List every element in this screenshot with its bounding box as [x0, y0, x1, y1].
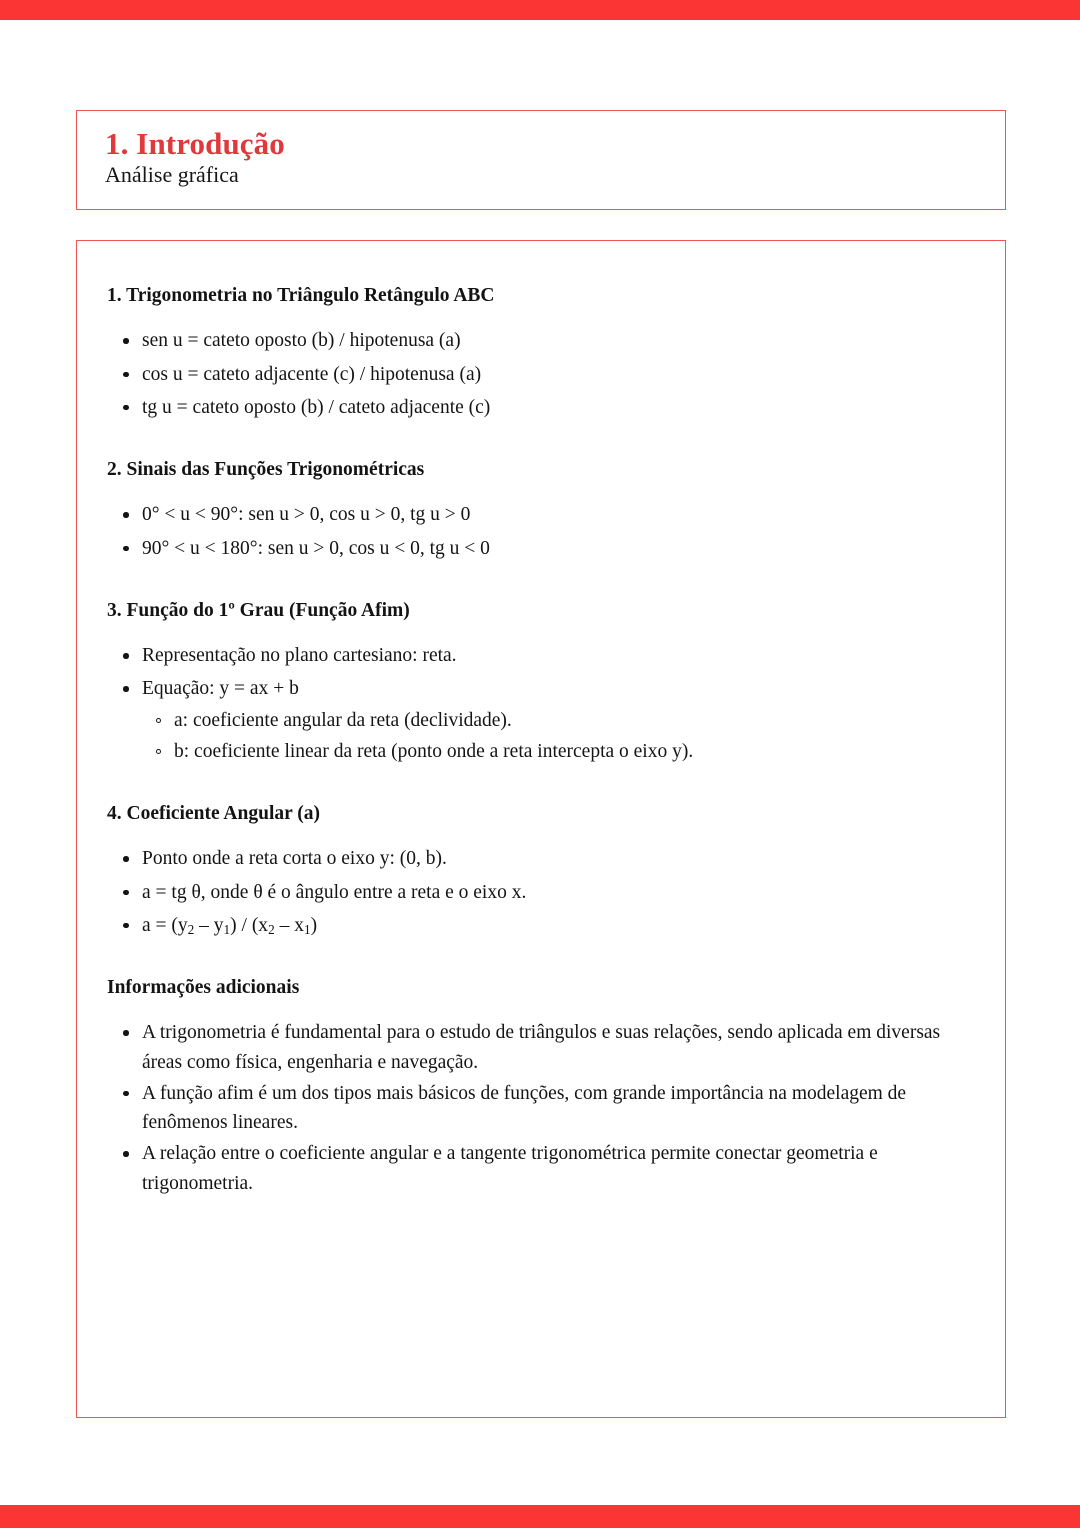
- list-item: [107, 1139, 975, 1198]
- formula-slope: $a = (y_2 - y_1) / (x_2 - x_1)$: [142, 914, 318, 937]
- section-trigonometria-triangulo: [107, 283, 975, 423]
- list-item-text: sen u = cateto oposto (b) / hipotenusa (a): [142, 330, 461, 352]
- list-item-text: A relação entre o coeficiente angular e a tangente trigonométrica permite conectar geometria e trigonometria.: [142, 1143, 878, 1194]
- list-item-text: cos u = cateto adjacente (c) / hipotenusa (a): [142, 363, 482, 385]
- section-heading: 2. Sinais das Funções Trigonométricas: [107, 459, 425, 480]
- list-item-text: Representação no plano cartesiano: reta.: [142, 645, 457, 667]
- list-item: [107, 326, 975, 356]
- list-item: [107, 674, 975, 767]
- bullet-list: [107, 326, 975, 423]
- section-heading: 1. Trigonometria no Triângulo Retângulo ABC: [107, 285, 495, 306]
- bullet-list: [107, 500, 975, 563]
- list-item: [107, 844, 975, 874]
- list-item-text: 90° < u < 180°: sen u > 0, cos u < 0, tg u < 0: [142, 537, 490, 559]
- list-item-text: A trigonometria é fundamental para o estudo de triângulos e suas relações, sendo aplicada em diversas áreas como física, engenharia e navegação.: [142, 1022, 941, 1073]
- bullet-list: [107, 641, 975, 767]
- list-item: [107, 641, 975, 671]
- list-item-text: 0° < u < 90°: sen u > 0, cos u > 0, tg u > 0: [142, 504, 471, 526]
- list-item-text: A função afim é um dos tipos mais básicos de funções, com grande importância na modelagem de fenômenos lineares.: [142, 1082, 907, 1134]
- section-heading: Informações adicionais: [107, 977, 300, 998]
- top-accent-band: [0, 0, 1080, 20]
- section-coeficiente-angular: [107, 801, 975, 941]
- sub-list-item: [142, 737, 975, 767]
- list-item: [107, 534, 975, 564]
- list-item: [107, 500, 975, 530]
- document-page: [76, 110, 1006, 1418]
- sub-bullet-list: [142, 706, 975, 767]
- page-subtitle: Análise gráfica: [105, 162, 239, 188]
- list-item: [107, 1079, 975, 1138]
- list-item: [107, 360, 975, 390]
- list-item: [107, 393, 975, 423]
- list-item-text: a = tg θ, onde θ é o ângulo entre a reta e o eixo x.: [142, 881, 527, 903]
- list-item-formula: [107, 911, 975, 941]
- list-item-text: Equação: y = ax + b: [142, 678, 299, 700]
- sub-list-item-text: a: coeficiente angular da reta (declividade).: [174, 709, 512, 731]
- section-sinais-funcoes: [107, 457, 975, 564]
- list-item: [107, 878, 975, 908]
- sub-list-item: [142, 706, 975, 736]
- sub-list-item-text: b: coeficiente linear da reta (ponto onde a reta intercepta o eixo y).: [174, 740, 694, 762]
- section-informacoes-adicionais: [107, 975, 975, 1198]
- list-item: [107, 1018, 975, 1077]
- page-title: 1. Introdução: [105, 126, 285, 161]
- content-card: [76, 240, 1006, 1418]
- bottom-accent-band: [0, 1505, 1080, 1528]
- section-heading: 3. Função do 1º Grau (Função Afim): [107, 599, 410, 621]
- section-heading: 4. Coeficiente Angular (a): [107, 803, 321, 824]
- list-item-text: tg u = cateto oposto (b) / cateto adjacente (c): [142, 396, 491, 418]
- section-funcao-primeiro-grau: [107, 598, 975, 767]
- title-card: [76, 110, 1006, 210]
- bullet-list: [107, 1018, 975, 1198]
- bullet-list: [107, 844, 975, 941]
- list-item-text: Ponto onde a reta corta o eixo y: (0, b).: [142, 848, 447, 870]
